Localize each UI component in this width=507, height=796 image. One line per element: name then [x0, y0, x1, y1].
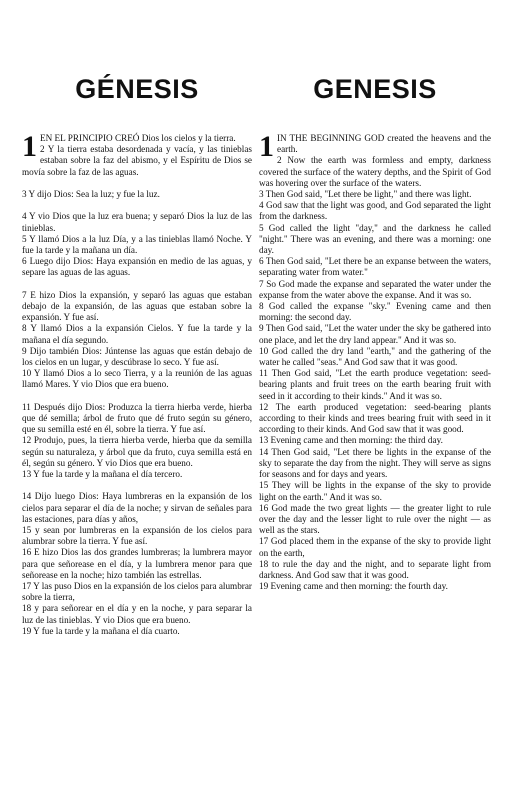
- verse: 15 They will be lights in the expanse of the sky to provide light on the earth." And it was so.: [259, 480, 491, 502]
- spanish-book-title: GÉNESIS: [75, 74, 199, 104]
- verse: 5 Y llamó Dios a la luz Día, y a las tinieblas llamó Noche. Y fue la tarde y la mañana un día.: [22, 233, 252, 255]
- spanish-chapter-text: [22, 130, 252, 637]
- spanish-chapter-number: 1: [22, 130, 37, 163]
- verse: 8 God called the expanse "sky." Evening came and then morning: the second day.: [259, 301, 491, 323]
- verse: 9 Then God said, "Let the water under the sky be gathered into one place, and let the dry land appear." And it was so.: [259, 323, 491, 345]
- verse: 16 E hizo Dios las dos grandes lumbreras; la lumbrera mayor para que señorease en el día, y la lumbrera menor para que señorease en la noche; hizo también las estrellas.: [22, 547, 252, 580]
- verse: 7 So God made the expanse and separated the water under the expanse from the water above the expanse. And it was so.: [259, 278, 491, 300]
- verse: 2 Now the earth was formless and empty, darkness covered the surface of the watery depths, and the Spirit of God was hovering over the surface of the waters.: [259, 155, 491, 188]
- verse: 13 Evening came and then morning: the third day.: [259, 435, 443, 446]
- verse: 18 to rule the day and the night, and to separate light from darkness. And God saw that it was good.: [259, 558, 491, 580]
- verse: 17 Y las puso Dios en la expansión de los cielos para alumbrar sobre la tierra,: [22, 581, 252, 603]
- verse: 6 Luego dijo Dios: Haya expansión en medio de las aguas, y separe las aguas de las aguas.: [22, 256, 252, 278]
- verse: 18 y para señorear en el día y en la noche, y para separar la luz de las tinieblas. Y vio Dios que era bueno.: [22, 603, 252, 625]
- verse: EN EL PRINCIPIO CREÓ Dios los cielos y la tierra.: [40, 133, 236, 143]
- verse: 13 Y fue la tarde y la mañana el día tercero.: [22, 469, 183, 480]
- verse: 14 Then God said, "Let there be lights in the expanse of the sky to separate the day from the night. They will serve as signs for seasons and for days and years.: [259, 446, 491, 480]
- verse: 2 Y la tierra estaba desordenada y vacía, y las tinieblas estaban sobre la faz del abismo, y el Espíritu de Dios se movía sobre la faz de las aguas.: [22, 144, 252, 177]
- verse: 7 E hizo Dios la expansión, y separó las aguas que estaban debajo de la expansión, de las aguas que estaban sobre la expansión. Y fue así.: [22, 289, 252, 323]
- verse: 3 Y dijo Dios: Sea la luz; y fue la luz.: [22, 189, 160, 199]
- verse: 11 Then God said, "Let the earth produce vegetation: seed-bearing plants and fruit trees on the earth bearing fruit with seed in it according to their kinds." And it was so.: [259, 368, 491, 401]
- verse: 5 God called the light "day," and the darkness he called "night." There was an evening, and there was a morning: one day.: [259, 222, 491, 256]
- verse: 14 Dijo luego Dios: Haya lumbreras en la expansión de los cielos para separar el día de la noche; y sirvan de señales para las estaciones, para días y años,: [22, 491, 252, 524]
- verse: 3 Then God said, "Let there be light," and there was light.: [259, 189, 472, 200]
- verse: IN THE BEGINNING GOD created the heavens and the earth.: [277, 133, 491, 155]
- verse: 16 God made the two great lights — the greater light to rule over the day and the lesser light to rule over the night — as well as the stars.: [259, 502, 491, 536]
- verse: 12 The earth produced vegetation: seed-bearing plants according to their kinds and trees bearing fruit with seed in it according to their kinds. And God saw that it was good.: [259, 401, 491, 435]
- verse: 6 Then God said, "Let there be an expanse between the waters, separating water from water.": [259, 256, 491, 278]
- verse: 11 Después dijo Dios: Produzca la tierra hierba verde, hierba que dé semilla; árbol de fruto que dé fruto según su género, que su semilla esté en él, sobre la tierra. Y fue así.: [22, 401, 252, 435]
- verse: 12 Produjo, pues, la tierra hierba verde, hierba que da semilla según su naturaleza, y árbol que da fruto, cuya semilla está en él, según su género. Y vio Dios que era bueno.: [22, 435, 252, 468]
- english-chapter-number: 1: [259, 130, 274, 163]
- verse: 4 Y vio Dios que la luz era buena; y separó Dios la luz de las tinieblas.: [22, 211, 252, 233]
- verse: 10 God called the dry land "earth," and the gathering of the water he called "seas." And God saw that it was good.: [259, 345, 491, 368]
- verse: 15 y sean por lumbreras en la expansión de los cielos para alumbrar sobre la tierra. Y fue así.: [22, 525, 252, 547]
- verse: 19 Evening came and then morning: the fourth day.: [259, 581, 448, 592]
- verse: 9 Dijo también Dios: Júntense las aguas que están debajo de los cielos en un lugar, y descúbrase lo seco. Y fue así.: [22, 345, 252, 368]
- verse: 17 God placed them in the expanse of the sky to provide light on the earth,: [259, 536, 491, 558]
- verse: 10 Y llamó Dios a lo seco Tierra, y a la reunión de las aguas llamó Mares. Y vio Dios que era bueno.: [22, 368, 252, 390]
- verse: 8 Y llamó Dios a la expansión Cielos. Y fue la tarde y la mañana el día segundo.: [22, 323, 252, 345]
- verse: 4 God saw that the light was good, and God separated the light from the darkness.: [259, 200, 491, 222]
- english-book-title: GENESIS: [313, 74, 437, 104]
- verse: 19 Y fue la tarde y la mañana el día cuarto.: [22, 625, 180, 636]
- english-chapter-text: [259, 130, 491, 592]
